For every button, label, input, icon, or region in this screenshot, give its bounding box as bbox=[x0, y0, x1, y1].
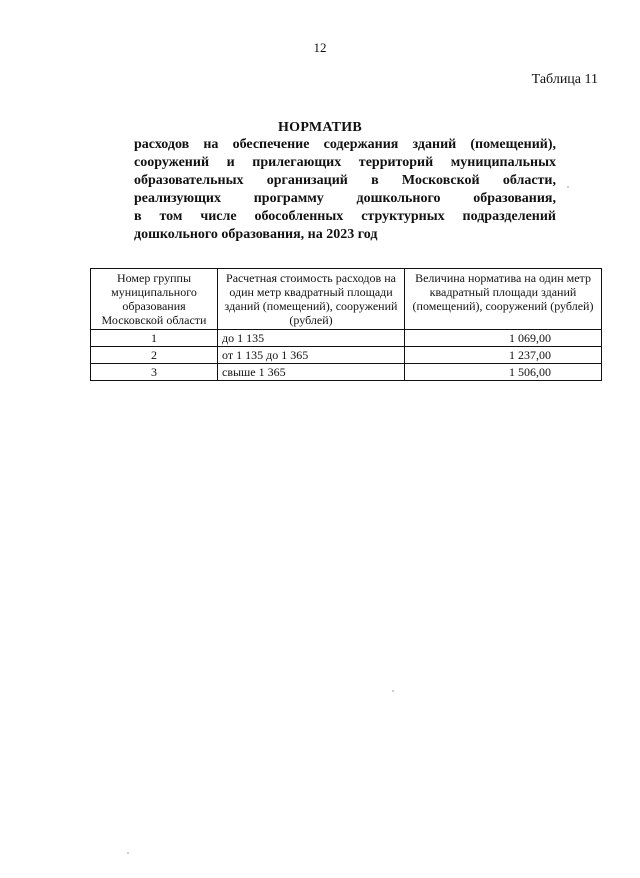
document-subtitle bbox=[134, 136, 556, 244]
scan-speck bbox=[127, 852, 129, 854]
subtitle-line: в том числе обособленных структурных подразделений bbox=[134, 209, 556, 224]
subtitle-line: сооружений и прилегающих территорий муниципальных bbox=[134, 155, 556, 170]
norm-value-cell: 1 069,00 bbox=[405, 330, 602, 347]
header-estimated-cost: Расчетная стоимость расходов на один метр квадратный площади зданий (помещений), сооружений (рублей) bbox=[218, 269, 405, 330]
cost-range-cell: свыше 1 365 bbox=[218, 364, 405, 381]
subtitle-line: реализующих программу дошкольного образования, bbox=[134, 191, 556, 206]
norm-value-cell: 1 237,00 bbox=[405, 347, 602, 364]
group-number-cell: 3 bbox=[91, 364, 218, 381]
table-label: Таблица 11 bbox=[531, 72, 598, 87]
subtitle-line: расходов на обеспечение содержания зданий (помещений), bbox=[134, 137, 556, 152]
subtitle-line: образовательных организаций в Московской области, bbox=[134, 173, 556, 188]
norm-table bbox=[90, 268, 602, 381]
page-number: 12 bbox=[313, 40, 327, 55]
scan-speck bbox=[567, 186, 569, 188]
table-header-row bbox=[91, 269, 602, 330]
cost-range-cell: от 1 135 до 1 365 bbox=[218, 347, 405, 364]
group-number-cell: 2 bbox=[91, 347, 218, 364]
scan-speck bbox=[392, 690, 394, 692]
header-group-number: Номер группы муниципального образования Московской области bbox=[91, 269, 218, 330]
document-title: НОРМАТИВ bbox=[277, 120, 363, 135]
subtitle-line: дошкольного образования, на 2023 год bbox=[134, 227, 378, 242]
cost-range-cell: до 1 135 bbox=[218, 330, 405, 347]
group-number-cell: 1 bbox=[91, 330, 218, 347]
table-row bbox=[91, 364, 602, 381]
header-norm-value: Величина норматива на один метр квадратный площади зданий (помещений), сооружений (рублей) bbox=[405, 269, 602, 330]
table-row bbox=[91, 330, 602, 347]
norm-value-cell: 1 506,00 bbox=[405, 364, 602, 381]
table-row bbox=[91, 347, 602, 364]
